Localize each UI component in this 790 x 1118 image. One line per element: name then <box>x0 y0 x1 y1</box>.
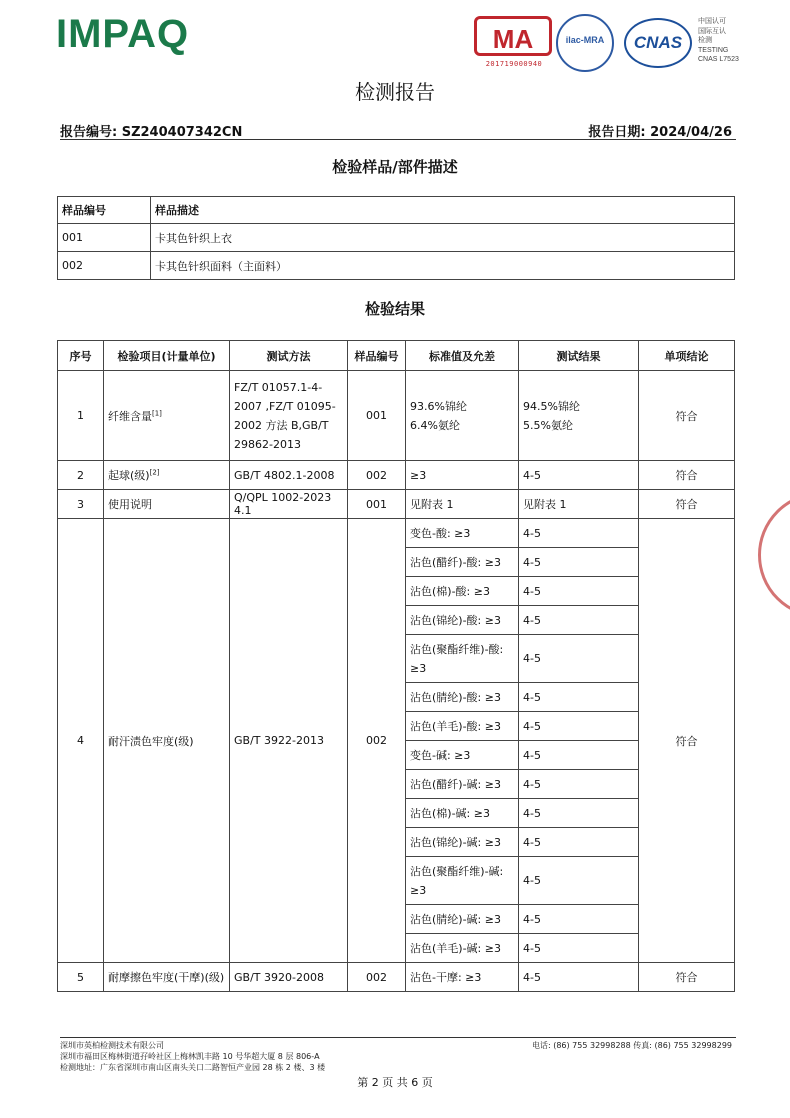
col-header: 单项结论 <box>639 341 735 371</box>
cnas-line: 检测 <box>698 37 712 44</box>
cnas-line: TESTING <box>698 46 729 54</box>
test-result: 4-5 <box>519 741 639 770</box>
sample-description: 卡其色针织面料（主面料） <box>151 252 735 280</box>
result-section-title: 检验结果 <box>364 300 425 318</box>
test-result: 4-5 <box>519 683 639 712</box>
cnas-accreditation-text <box>698 17 739 65</box>
standard-value: 见附表 1 <box>406 490 519 519</box>
test-method: GB/T 3922-2013 <box>230 519 348 963</box>
standard-value: 沾色(醋纤)-碱: ≥3 <box>406 770 519 799</box>
standard-line: 6.4%氨纶 <box>410 418 460 432</box>
cma-logo: MA <box>474 16 552 56</box>
table-header-row <box>58 197 735 224</box>
result-table <box>57 340 735 992</box>
standard-value: 变色-酸: ≥3 <box>406 519 519 548</box>
standard-value: 沾色(棉)-碱: ≥3 <box>406 799 519 828</box>
test-method: FZ/T 01057.1-4-2007 ,FZ/T 01095-2002 方法 B,GB/T 29862-2013 <box>230 371 348 461</box>
item-name: 耐汗渍色牢度(级) <box>104 519 230 963</box>
item-label: 纤维含量 <box>108 409 152 423</box>
col-header: 序号 <box>58 341 104 371</box>
test-result: 4-5 <box>519 635 639 683</box>
result-line: 94.5%锦纶 <box>523 399 580 413</box>
sample-id: 002 <box>348 519 406 963</box>
col-header: 样品描述 <box>151 197 735 224</box>
test-result: 见附表 1 <box>519 490 639 519</box>
footer-company: 深圳市英柏检测技术有限公司 <box>60 1041 164 1050</box>
cnas-logo <box>624 18 692 68</box>
test-result: 4-5 <box>519 577 639 606</box>
test-method: Q/QPL 1002-2023 4.1 <box>230 490 348 519</box>
item-name: 使用说明 <box>104 490 230 519</box>
impaq-logo: IMPAQ <box>56 12 190 56</box>
standard-value: 沾色(腈纶)-碱: ≥3 <box>406 905 519 934</box>
item-no: 3 <box>58 490 104 519</box>
ilac-label: ilac-MRA <box>565 35 605 45</box>
item-name: 耐摩擦色牢度(干摩)(级) <box>104 963 230 992</box>
conclusion: 符合 <box>639 963 735 992</box>
standard-line: 93.6%锦纶 <box>410 399 467 413</box>
sample-id: 002 <box>348 461 406 490</box>
item-no: 5 <box>58 963 104 992</box>
footer-address-line: 深圳市福田区梅林街道孖岭社区上梅林凯丰路 10 号华超大厦 8 层 806-A <box>60 1052 320 1061</box>
table-row <box>58 224 735 252</box>
item-label: 起球(级) <box>108 469 150 482</box>
report-number: 报告编号: SZ240407342CN <box>60 125 243 140</box>
item-name <box>104 371 230 461</box>
standard-value: 沾色(棉)-酸: ≥3 <box>406 577 519 606</box>
sample-id: 001 <box>58 224 151 252</box>
test-result: 4-5 <box>519 934 639 963</box>
conclusion: 符合 <box>639 490 735 519</box>
col-header: 样品编号 <box>58 197 151 224</box>
test-result: 4-5 <box>519 548 639 577</box>
company-seal <box>758 492 790 618</box>
sample-table <box>57 196 735 280</box>
item-name <box>104 461 230 490</box>
conclusion: 符合 <box>639 519 735 963</box>
standard-value <box>406 371 519 461</box>
standard-value: 沾色(锦纶)-酸: ≥3 <box>406 606 519 635</box>
table-row <box>58 963 735 992</box>
col-header: 样品编号 <box>348 341 406 371</box>
col-header: 测试方法 <box>230 341 348 371</box>
footer-test-address: 检测地址：广东省深圳市南山区南头关口二路智恒产业园 28 栋 2 楼、3 楼 <box>60 1063 326 1072</box>
table-header-row <box>58 341 735 371</box>
test-method: GB/T 4802.1-2008 <box>230 461 348 490</box>
footer-contact: 电话: (86) 755 32998288 传真: (86) 755 32998299 <box>531 1041 732 1050</box>
cma-mark <box>474 16 554 70</box>
test-result: 4-5 <box>519 828 639 857</box>
standard-value: 沾色(醋纤)-酸: ≥3 <box>406 548 519 577</box>
cnas-line: 中国认可 <box>698 18 726 25</box>
report-meta <box>60 121 736 140</box>
footer-divider <box>60 1037 736 1038</box>
test-result: 4-5 <box>519 857 639 905</box>
result-line: 5.5%氨纶 <box>523 418 573 432</box>
standard-value: 沾色(聚酯纤维)-酸: ≥3 <box>406 635 519 683</box>
test-result: 4-5 <box>519 606 639 635</box>
report-date: 报告日期: 2024/04/26 <box>588 125 732 140</box>
table-row <box>58 519 735 548</box>
cma-number: 201719000940 <box>485 60 543 68</box>
ilac-mra-logo <box>556 14 614 72</box>
conclusion: 符合 <box>639 461 735 490</box>
standard-value: 变色-碱: ≥3 <box>406 741 519 770</box>
test-result: 4-5 <box>519 712 639 741</box>
footnote-ref: [1] <box>152 408 162 417</box>
sample-id: 001 <box>348 490 406 519</box>
col-header: 检验项目(计量单位) <box>104 341 230 371</box>
table-row <box>58 371 735 461</box>
sample-id: 002 <box>348 963 406 992</box>
standard-value: 沾色(腈纶)-酸: ≥3 <box>406 683 519 712</box>
sample-description: 卡其色针织上衣 <box>151 224 735 252</box>
footer-address <box>60 1040 325 1073</box>
table-row <box>58 252 735 280</box>
cnas-line: 国际互认 <box>698 27 726 35</box>
col-header: 标准值及允差 <box>406 341 519 371</box>
sample-id: 002 <box>58 252 151 280</box>
test-result: 4-5 <box>519 519 639 548</box>
standard-value: ≥3 <box>406 461 519 490</box>
test-result: 4-5 <box>519 905 639 934</box>
sample-section-title: 检验样品/部件描述 <box>332 158 458 176</box>
standard-value: 沾色(羊毛)-碱: ≥3 <box>406 934 519 963</box>
col-header: 测试结果 <box>519 341 639 371</box>
item-no: 4 <box>58 519 104 963</box>
cnas-line: CNAS L7523 <box>698 56 739 63</box>
item-no: 1 <box>58 371 104 461</box>
standard-value: 沾色(羊毛)-酸: ≥3 <box>406 712 519 741</box>
standard-value: 沾色-干摩: ≥3 <box>406 963 519 992</box>
test-result: 4-5 <box>519 963 639 992</box>
standard-value: 沾色(聚酯纤维)-碱: ≥3 <box>406 857 519 905</box>
test-result: 4-5 <box>519 461 639 490</box>
page-number: 第 2 页 共 6 页 <box>357 1076 433 1089</box>
sample-id: 001 <box>348 371 406 461</box>
document-title: 检测报告 <box>355 80 435 104</box>
test-result <box>519 371 639 461</box>
standard-value: 沾色(锦纶)-碱: ≥3 <box>406 828 519 857</box>
table-row <box>58 490 735 519</box>
footnote-ref: [2] <box>149 468 160 477</box>
cnas-label: CNAS <box>633 33 683 52</box>
test-method: GB/T 3920-2008 <box>230 963 348 992</box>
item-no: 2 <box>58 461 104 490</box>
table-row <box>58 461 735 490</box>
test-result: 4-5 <box>519 770 639 799</box>
test-result: 4-5 <box>519 799 639 828</box>
conclusion: 符合 <box>639 371 735 461</box>
